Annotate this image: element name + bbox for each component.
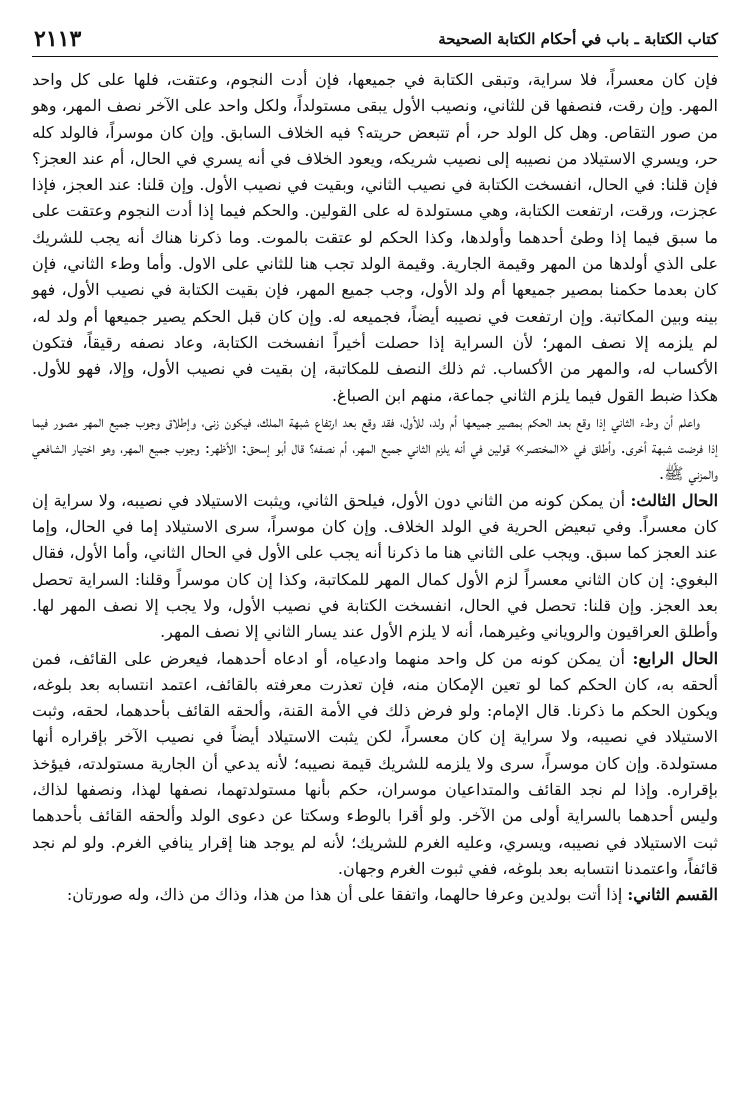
paragraph xyxy=(32,67,718,409)
paragraph xyxy=(32,488,718,646)
paragraph xyxy=(32,882,718,908)
paragraph xyxy=(32,646,718,883)
paragraph-text: واعلم أن وطء الثاني إذا وقع بعد الحكم بمصير جميعها أم ولد، للأول، فقد وقع بعد ارتفاع شبهة الملك، فيكون زنى، وإطلاق وجوب جميع المهر مصور فيما إذا فرضت شبهة أخرى. وأطلق في «المختصر» قولين في أنه يلزم الثاني جميع المهر، أم نصفه؟ قال أبو إسحق: الأظهر: وجوب جميع المهر، وهو اختيار الشافعي والمزني ﷺ. xyxy=(32,411,718,484)
paragraph-label: الحال الرابع: xyxy=(632,648,719,668)
paragraph xyxy=(32,409,718,488)
page-number: ٢١١٣ xyxy=(34,26,82,52)
paragraph-text: أن يمكن كونه من الثاني دون الأول، فيلحق الثاني، ويثبت الاستيلاد في نصيبه، ولا سراية إن كان معسراً. وفي تبعيض الحرية في الولد الخلاف. وإن كان موسراً، سرى الاستيلاد إما في الحال، وإما عند العجز كما سبق. ويجب على الثاني هنا ما ذكرنا أنه يجب على الأول في الحال الثاني، وأما الأول، فقال البغوي: إن كان الثاني معسراً لزم الأول كمال المهر للمكاتبة، وكذا إن كان موسراً وقلنا: السراية تحصل بعد العجز. وإن قلنا: تحصل في الحال، انفسخت الكتابة في نصيب الأول، ولا يجب إلا نصف المهر لها. وأطلق العراقيون والروياني وغيرهما، أنه لا يلزم الأول عند يسار الثاني إلا نصف المهر. xyxy=(32,490,718,642)
page-body xyxy=(32,67,718,909)
page-header xyxy=(32,28,718,57)
paragraph-label: الحال الثالث: xyxy=(630,490,719,510)
paragraph-label: القسم الثاني: xyxy=(627,885,718,905)
paragraph-text: فإن كان معسراً، فلا سراية، وتبقى الكتابة في جميعها، فإن أدت النجوم، وعتقت، فلها على كل واحد المهر. وإن رقت، فنصفها قن للثاني، ونصيب الأول يبقى مستولداً، ولكل واحد على الآخر نصف المهر، وهو من صور التقاص. وهل كل الولد حر، أم تتبعض حريته؟ فيه الخلاف السابق. وإن كان موسراً، فالولد كله حر، ويسري الاستيلاد من نصيبه إلى نصيب شريكه، ويعود الخلاف في أنه يسري في الحال، أم عند العجز؟ فإن قلنا: في الحال، انفسخت الكتابة في نصيب الثاني، وبقيت في نصيب الأول. وإن قلنا: عند العجز، فإذا عجزت، ورقت، ارتفعت الكتابة، وهي مستولدة له على القولين. والحكم فيما إذا أدت النجوم وعتقت على ما سبق فيما إذا وطئ أحدهما وأولدها، وكذا الحكم لو عتقت بالموت. وما ذكرنا هناك أنه يجب للشريك على الذي أولدها من المهر وقيمة الجارية. وقيمة الولد تجب هنا للثاني على الاول. وأما وطء الثاني، فإن كان بعدما حكمنا بمصير جميعها أم ولد الأول، وجب جميع المهر، فإن بقيت الكتابة في نصيب الأول، فهو بينه وبين المكاتبة. وإن ارتفعت في نصيبه أيضاً، فجميعه له. وإن كان قبل الحكم يصير جميعها أم ولد له، لم يلزمه إلا نصف المهر؛ لأن السراية إذا حصلت أخيراً انفسخت الكتابة، وعاد نصفه رقيقاً، فتكون الأكساب له، والمهر من الأكساب. ثم ذلك النصف للمكاتبة، إن بقيت في نصيب الأول، وإلا، فهو للأول. هكذا ضبط القول فيما يلزم الثاني جماعة، منهم ابن الصباغ. xyxy=(32,70,719,405)
paragraph-text: إذا أتت بولدين وعرفا حالهما، واتفقا على أن هذا من هذا، وذاك من ذاك، وله صورتان: xyxy=(66,885,623,905)
paragraph-text: أن يمكن كونه من كل واحد منهما وادعياه، أو ادعاه أحدهما، فيعرض على القائف، فمن ألحقه به، كان الحكم كما لو تعين الإمكان منه، فإن تعذرت معرفته بالقائف، اعتمد انتسابه بعد بلوغه، ويكون الحكم ما ذكرنا. قال الإمام: ولو فرض ذلك في الأمة القنة، وألحقه القائف بأحدهما، لحقه، وثبت الاستيلاد في نصيبه، ولا سراية إن كان معسراً، لكن يثبت الاستيلاد أيضاً في نصيب الآخر بإقراره أنها مستولدة. وإن كان موسراً، سرى ولا يلزمه للشريك قيمة نصيبه؛ لأنه يدعي أن الجارية مستولدته، فيؤخذ بإقراره. وإذا لم نجد القائف والمتداعيان موسران، حكم بأنها مستولدتهما، نصفها لهذا، ونصفها لذاك، وليس أحدهما بالسراية أولى من الآخر. ولو أقرا بالوطء وسكتا عن دعوى الولد وألحقه القائف بأحدهما ثبت الاستيلاد في نصيبه، ويسري، وعليه الغرم للشريك؛ لأنه لم يوجد هنا إقرار ينافي الغرم. ولو لم نجد قائفاً، واعتمدنا انتسابه بعد بلوغه، ففي ثبوت الغرم وجهان. xyxy=(32,648,718,878)
running-title: كتاب الكتابة ـ باب في أحكام الكتابة الصحيحة xyxy=(438,30,718,48)
